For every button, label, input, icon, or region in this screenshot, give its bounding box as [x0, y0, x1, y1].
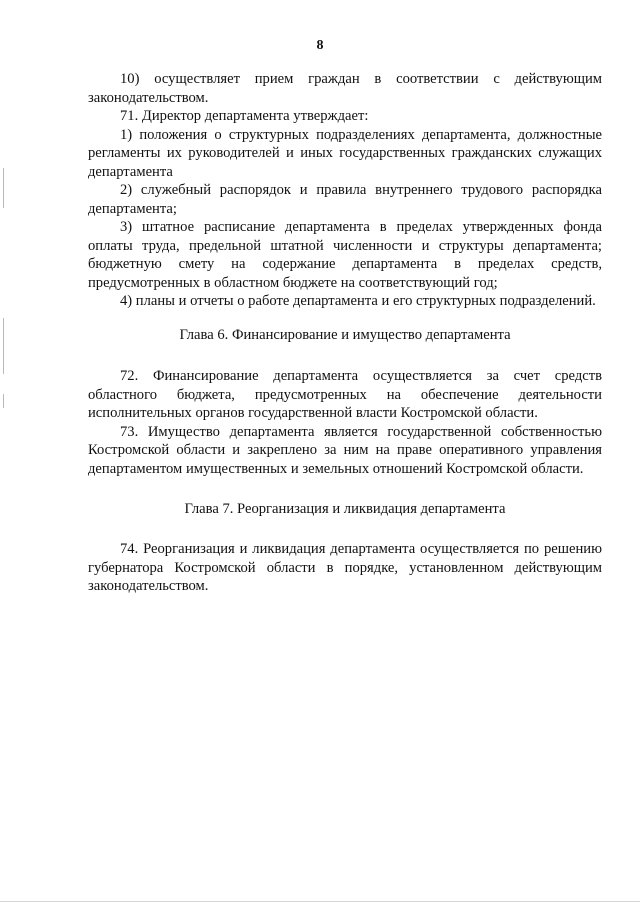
scan-edge-mark	[3, 168, 4, 208]
clause-72: 72. Финансирование департамента осуществляется за счет средств областного бюджета, предусмотренных на обеспечение деятельности исполнительных органов государственной власти Костромской области.	[88, 368, 602, 421]
clause-71-item-3: 3) штатное расписание департамента в пределах утвержденных фонда оплаты труда, предельной штатной численности и структуры департамента; бюджетную смету на содержание департамента в пределах средств, предусмотренных в областном бюджете на соответствующий год;	[88, 219, 602, 291]
scan-edge-mark	[3, 318, 4, 374]
chapter-6-body	[88, 367, 602, 478]
clause-list-section	[88, 70, 602, 311]
chapter-7-heading: Глава 7. Реорганизация и ликвидация департамента	[184, 501, 506, 517]
clause-71-item-2: 2) служебный распорядок и правила внутреннего трудового распорядка департамента;	[88, 182, 602, 217]
clause-71-item-1: 1) положения о структурных подразделениях департамента, должностные регламенты их руководителей и иных государственных гражданских служащих департамента	[88, 126, 602, 180]
clause-10: 10) осуществляет прием граждан в соответствии с действующим законодательством.	[88, 71, 602, 106]
clause-74: 74. Реорганизация и ликвидация департамента осуществляется по решению губернатора Костромской области в порядке, установленном действующим законодательством.	[88, 541, 602, 594]
clause-73: 73. Имущество департамента является государственной собственностью Костромской области и закреплено за ним на праве оперативного управления департаментом имущественных и земельных отношений Костромской области.	[88, 423, 602, 477]
clause-71-intro: 71. Директор департамента утверждает:	[120, 108, 369, 124]
clause-71-item-4: 4) планы и отчеты о работе департамента и его структурных подразделений.	[120, 293, 596, 309]
chapter-6-heading: Глава 6. Финансирование и имущество департамента	[179, 327, 511, 343]
scan-bottom-edge	[0, 901, 640, 902]
chapter-7-body	[88, 540, 602, 596]
page-number: 8	[316, 38, 324, 53]
scan-edge-mark	[3, 394, 4, 408]
